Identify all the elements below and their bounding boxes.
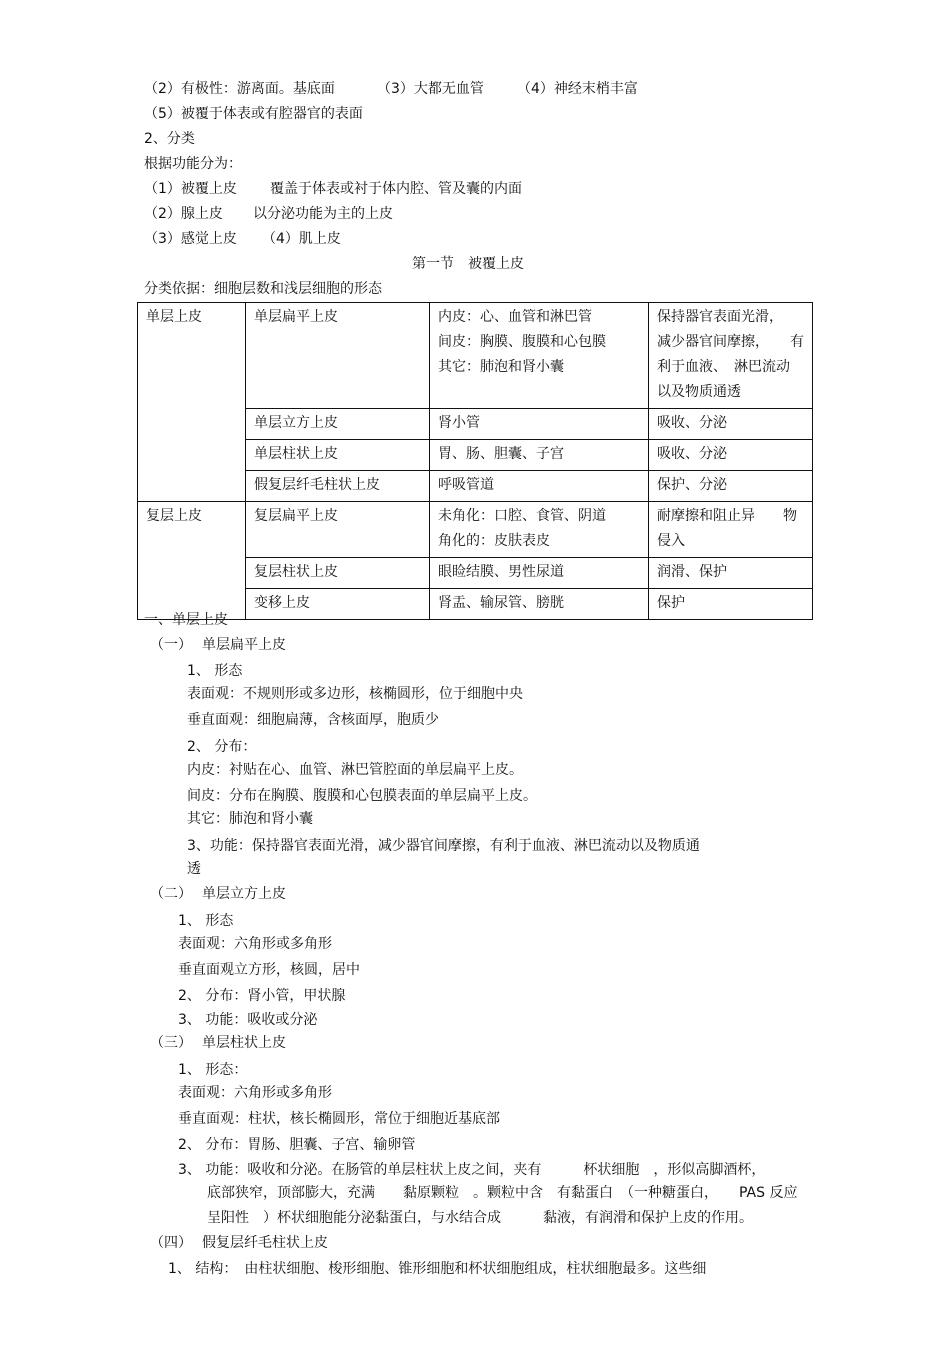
paragraph-line: 透 (187, 861, 201, 877)
type-cell: 单层扁平上皮 (246, 303, 430, 409)
location-cell: 胃、肠、胆囊、子宫 (430, 440, 649, 471)
subsection-title: 单层柱状上皮 (202, 1035, 286, 1051)
paragraph-line: 1、 形态 (178, 913, 234, 929)
location-cell: 眼睑结膜、男性尿道 (430, 558, 649, 589)
section-title: 第一节 被覆上皮 (412, 256, 524, 272)
location-cell (430, 303, 649, 409)
paragraph-line: 3、功能：保持器官表面光滑，减少器官间摩擦，有利于血液、淋巴流动以及物质通 (187, 838, 700, 854)
paragraph-line: 1、 形态 (187, 663, 243, 679)
function-item-1-name: （1）被覆上皮 (144, 181, 237, 197)
paragraph-line: 垂直面观立方形，核圆，居中 (178, 962, 360, 978)
location-line: 其它：肺泡和肾小囊 (438, 359, 564, 375)
function-cell: 保护、分泌 (649, 471, 813, 502)
table-row (138, 303, 813, 409)
function-cell: 润滑、保护 (649, 558, 813, 589)
paragraph-line: 2、 分布： (187, 739, 257, 755)
heading-simple-epithelium: 一、单层上皮 (144, 612, 228, 628)
function-item-1-desc: 覆盖于体表或衬于体内腔、管及囊的内面 (270, 181, 522, 197)
function-item-2-desc: 以分泌功能为主的上皮 (253, 206, 393, 222)
classification-basis: 分类依据：细胞层数和浅层细胞的形态 (144, 281, 382, 297)
table-row (138, 502, 813, 558)
paragraph-line: 表面观：六角形或多角形 (178, 1085, 332, 1101)
function-line: 保持器官表面光滑， (657, 309, 783, 325)
paragraph-line: 间皮：分布在胸膜、腹膜和心包膜表面的单层扁平上皮。 (187, 788, 537, 804)
location-cell (430, 502, 649, 558)
location-cell: 肾小管 (430, 409, 649, 440)
function-item-4-name: （4）肌上皮 (262, 231, 341, 247)
type-cell: 单层立方上皮 (246, 409, 430, 440)
group-cell-stratified: 复层上皮 (138, 502, 246, 620)
paragraph-line: 2、 分布：胃肠、胆囊、子宫、输卵管 (178, 1137, 416, 1153)
paragraph-line: 内皮：衬贴在心、血管、淋巴管腔面的单层扁平上皮。 (187, 762, 523, 778)
paragraph-line: 3、 功能：吸收和分泌。在肠管的单层柱状上皮之间，夹有 杯状细胞 ，形似高脚酒杯， (178, 1162, 766, 1178)
paragraph-line: 1、 形态： (178, 1062, 248, 1078)
subsection-number: （一） (150, 637, 192, 653)
function-cell: 吸收、分泌 (649, 440, 813, 471)
function-line: 减少器官间摩擦， 有 (657, 334, 804, 350)
paragraph-line: 表面观：六角形或多角形 (178, 936, 332, 952)
subsection-title: 单层扁平上皮 (202, 637, 286, 653)
paragraph-line: 垂直面观：细胞扁薄，含核面厚，胞质少 (187, 712, 439, 728)
function-line: 利于血液、 淋巴流动 (657, 359, 790, 375)
type-cell: 复层扁平上皮 (246, 502, 430, 558)
function-cell: 吸收、分泌 (649, 409, 813, 440)
intro-line-1a: （2）有极性：游离面。基底面 (144, 81, 335, 97)
type-cell: 假复层纤毛柱状上皮 (246, 471, 430, 502)
function-cell: 保护 (649, 589, 813, 620)
paragraph-line: 其它：肺泡和肾小囊 (187, 811, 313, 827)
function-cell (649, 502, 813, 558)
subsection-number: （四） (150, 1235, 192, 1251)
paragraph-line: 呈阳性 ）杯状细胞能分泌黏蛋白，与水结合成 黏液，有润滑和保护上皮的作用。 (207, 1210, 753, 1226)
subsection-number: （三） (150, 1035, 192, 1051)
location-line: 间皮：胸膜、腹膜和心包膜 (438, 334, 606, 350)
paragraph-line: 3、 功能：吸收或分泌 (178, 1012, 318, 1028)
subsection-title: 单层立方上皮 (202, 886, 286, 902)
intro-line-2: （5）被覆于体表或有腔器官的表面 (144, 106, 363, 122)
function-cell (649, 303, 813, 409)
function-item-3-name: （3）感觉上皮 (144, 231, 237, 247)
function-line: 耐摩擦和阻止异 物 (657, 508, 797, 524)
type-cell: 复层柱状上皮 (246, 558, 430, 589)
section-heading-classification: 2、分类 (144, 131, 195, 147)
intro-line-1c: （4）神经末梢丰富 (517, 81, 638, 97)
paragraph-line: 底部狭窄，顶部膨大，充满 黏原颗粒 。颗粒中含 有黏蛋白 （一种糖蛋白， PAS 反应 (207, 1185, 798, 1201)
paragraph-line: 2、 分布：肾小管，甲状腺 (178, 988, 346, 1004)
location-line: 角化的：皮肤表皮 (438, 533, 550, 549)
subsection-title: 假复层纤毛柱状上皮 (202, 1235, 328, 1251)
location-line: 内皮：心、血管和淋巴管 (438, 309, 592, 325)
location-line: 未角化：口腔、食管、阴道 (438, 508, 606, 524)
location-cell: 呼吸管道 (430, 471, 649, 502)
function-line: 侵入 (657, 533, 685, 549)
paragraph-line: 1、 结构： 由柱状细胞、梭形细胞、锥形细胞和杯状细胞组成，柱状细胞最多。这些细 (168, 1261, 707, 1277)
type-cell: 单层柱状上皮 (246, 440, 430, 471)
type-cell: 变移上皮 (246, 589, 430, 620)
function-line: 以及物质通透 (657, 384, 741, 400)
subsection-number: （二） (150, 886, 192, 902)
group-cell-simple: 单层上皮 (138, 303, 246, 502)
classification-table (137, 302, 813, 620)
paragraph-line: 表面观：不规则形或多边形，核椭圆形，位于细胞中央 (187, 686, 523, 702)
location-cell: 肾盂、输尿管、膀胱 (430, 589, 649, 620)
function-item-2-name: （2）腺上皮 (144, 206, 223, 222)
intro-line-1b: （3）大都无血管 (377, 81, 484, 97)
paragraph-line: 垂直面观：柱状，核长椭圆形，常位于细胞近基底部 (178, 1111, 500, 1127)
function-basis: 根据功能分为： (144, 156, 242, 172)
